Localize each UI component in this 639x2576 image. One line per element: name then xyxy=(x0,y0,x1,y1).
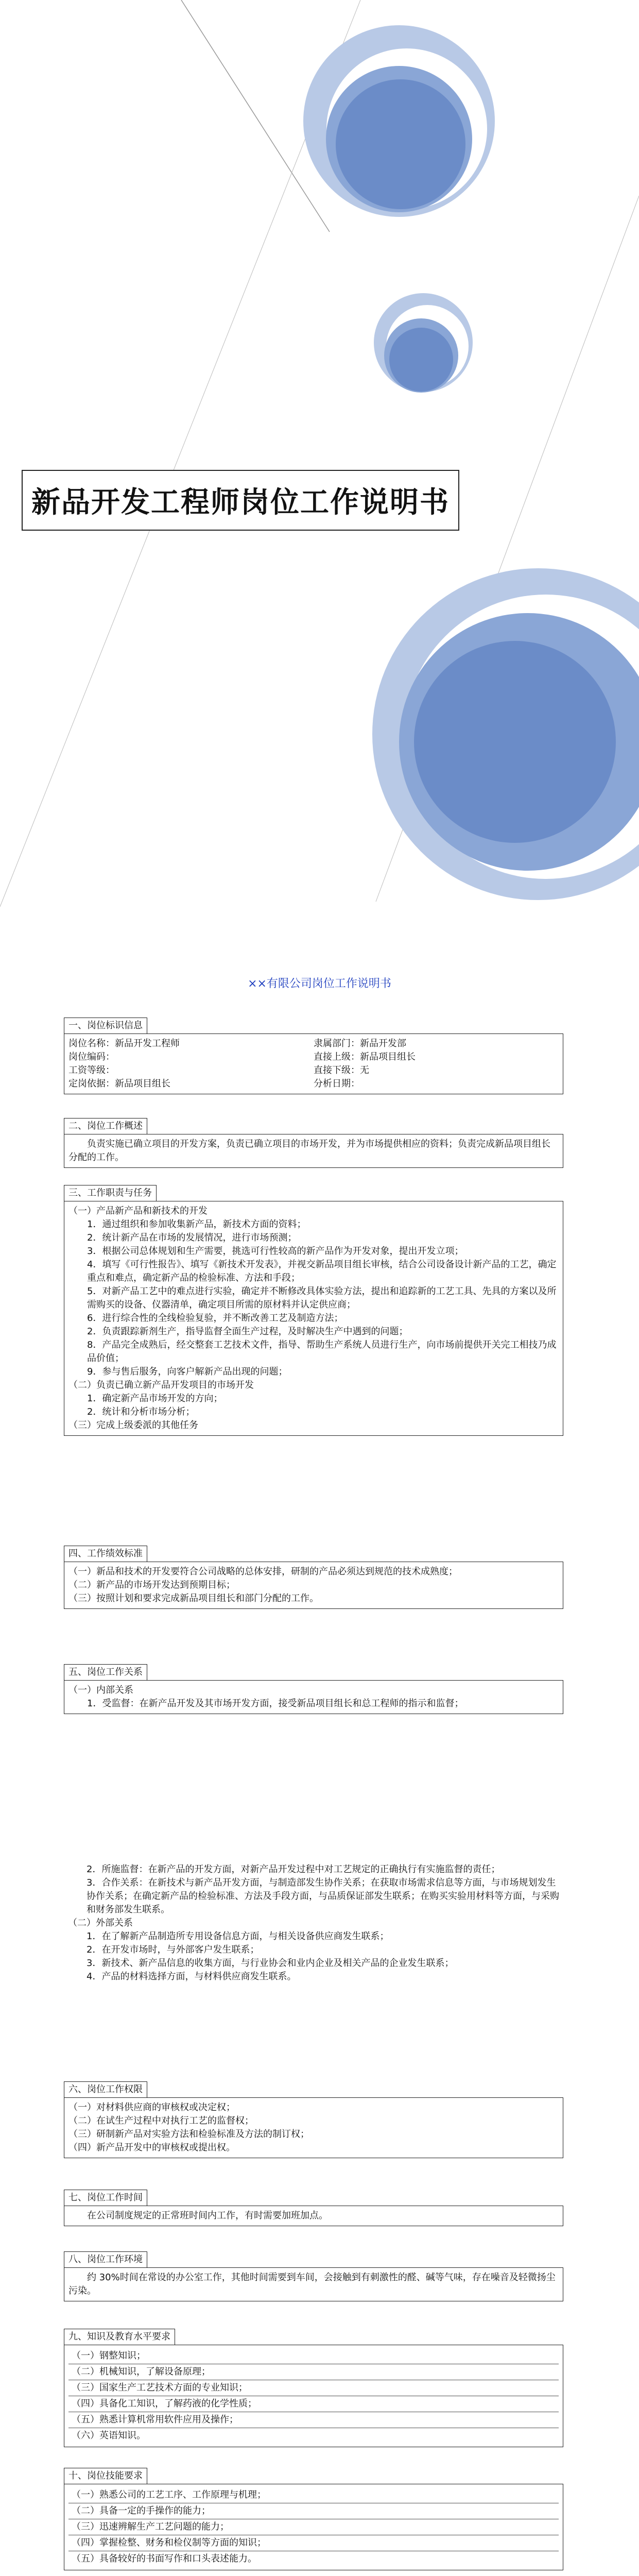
section-body xyxy=(64,1134,563,1168)
list-item: 3．合作关系：在新技术与新产品开发方面，与制造部发生协作关系；在获取市场需求信息等方面，与市场规划发生协作关系；在确定新产品的检验标准、方法及手段方面，与品质保证部发生联系；在购买实验用材料等方面，与采购和财务部发生联系。 xyxy=(87,1877,559,1915)
section-work-time xyxy=(64,2190,563,2226)
cover-title-box xyxy=(22,470,459,531)
cover-title: 新品开发工程师岗位工作说明书 xyxy=(31,485,450,519)
list-item: （二）在试生产过程中对执行工艺的监督权； xyxy=(68,2115,254,2126)
list-item: （五）具备较好的书面写作和口头表述能力。 xyxy=(72,2553,257,2564)
list-item: 2．在开发市场时，与外部客户发生联系； xyxy=(87,1944,260,1955)
list-item: （一）熟悉公司的工艺工序、工作原理与机理； xyxy=(68,2487,559,2503)
circle-group-top xyxy=(303,25,495,217)
list-item: （二）具备一定的手操作的能力； xyxy=(68,2503,559,2519)
list-item: （五）熟悉计算机常用软件应用及操作； xyxy=(68,2412,559,2428)
list-item: （二）新产品的市场开发达到预期目标； xyxy=(68,1580,235,1590)
list-item: 3．根据公司总体规划和生产需要，挑选可行性较高的新产品作为开发对象，提出开发立项； xyxy=(87,1246,464,1257)
list-item: （二）负责已确立新产品开发项目的市场开发 xyxy=(68,1380,254,1391)
list-item: 8．产品完全成熟后，经交整套工艺技术文件，指导、帮助生产系统人员进行生产，向市场前提供开关完工相技乃成品价值； xyxy=(87,1340,557,1364)
list-item: （四）具备化工知识，了解药液的化学性质； xyxy=(68,2396,559,2412)
section-title: 一、岗位标识信息 xyxy=(64,1018,147,1033)
list-item: （一）钢整知识； xyxy=(68,2348,559,2364)
section-duties xyxy=(64,1185,563,1436)
section-title: 八、岗位工作环境 xyxy=(64,2251,147,2267)
list-item: （四）新产品开发中的审核权或提出权。 xyxy=(68,2142,235,2153)
list-item: （一）对材料供应商的审核权或决定权； xyxy=(68,2102,235,2113)
list-item: （一）内部关系 xyxy=(68,1685,133,1696)
list-item: 2．统计和分析市场分析； xyxy=(87,1406,195,1417)
list-item: 9．参与售后服务，向客户解新产品出现的问题； xyxy=(87,1366,288,1377)
section-title: 十、岗位技能要求 xyxy=(64,2468,147,2484)
section-body xyxy=(64,2206,563,2226)
list-item: （一）产品新产品和新技术的开发 xyxy=(68,1206,208,1216)
list-item: （三）完成上级委派的其他任务 xyxy=(68,1420,198,1431)
list-item: 1．在了解新产品制造所专用设备信息方面，与相关设备供应商发生联系； xyxy=(87,1931,389,1942)
paragraph: 约 30%时间在常设的办公室工作，其他时间需要到车间，会接触到有刺激性的醛、碱等气味，存在噪音及轻微扬尘污染。 xyxy=(68,2272,556,2296)
section-authority xyxy=(64,2081,563,2158)
section-relations-continued xyxy=(64,1860,563,1987)
list-item: （二）外部关系 xyxy=(68,1918,133,1928)
paragraph: 在公司制度规定的正常班时间内工作，有时需要加班加点。 xyxy=(87,2210,328,2221)
list-item: （二）机械知识，了解设备原理； xyxy=(68,2364,559,2380)
section-body xyxy=(64,1033,563,1094)
info-row: 工资等级： 直接下级：无 xyxy=(68,1065,369,1076)
list-item: （三）研制新产品对实验方法和检验标准及方法的制订权； xyxy=(68,2129,309,2140)
list-item: （三）迅速辨解生产工艺问题的能力； xyxy=(68,2519,559,2535)
list-item: 3．新技术、新产品信息的收集方面，与行业协会和业内企业及相关产品的企业发生联系； xyxy=(87,1958,454,1969)
section-body xyxy=(64,2345,563,2447)
list-item: 5．对新产品工艺中的难点进行实验，确定并不断修改具体实验方法，提出和追踪新的工艺工具、先具的方案以及所需购买的设备、仪器清单，确定项目所需的原材料并认定供应商； xyxy=(87,1286,557,1310)
section-body xyxy=(64,1201,563,1436)
list-item: 1．受监督：在新产品开发及其市场开发方面，接受新品项目组长和总工程师的指示和监督； xyxy=(87,1698,464,1709)
section-title: 七、岗位工作时间 xyxy=(64,2190,147,2206)
section-body xyxy=(64,1562,563,1609)
info-row: 定岗依据：新品项目组长 分析日期： xyxy=(68,1078,360,1089)
section-title: 六、岗位工作权限 xyxy=(64,2081,147,2097)
list-item: 2．统计新产品在市场的发展情况，进行市场预测； xyxy=(87,1232,297,1243)
list-item: 4．产品的材料选择方面，与材料供应商发生联系。 xyxy=(87,1971,297,1982)
list-item: （三）国家生产工艺技术方面的专业知识； xyxy=(68,2380,559,2396)
list-item: 2．负责跟踪新剂生产，指导监督全面生产过程，及时解决生产中遇到的问题； xyxy=(87,1326,408,1337)
section-body xyxy=(64,2484,563,2570)
list-item: （六）英语知识。 xyxy=(72,2430,146,2441)
paragraph: 负责实施已确立项目的开发方案，负责已确立项目的市场开发，并为市场提供相应的资料；负责完成新品项目组长分配的工作。 xyxy=(68,1139,550,1163)
section-title: 五、岗位工作关系 xyxy=(64,1664,147,1680)
list-item: （一）新品和技术的开发要符合公司战略的总体安排，研制的产品必须达到规范的技术成熟度； xyxy=(68,1566,458,1577)
section-skills xyxy=(64,2468,563,2570)
info-row: 岗位编码： 直接上级：新品项目组长 xyxy=(68,1052,416,1062)
section-knowledge xyxy=(64,2329,563,2447)
section-environment xyxy=(64,2251,563,2301)
list-item: （三）按照计划和要求完成新品项目组长和部门分配的工作。 xyxy=(68,1593,319,1604)
section-title: 九、知识及教育水平要求 xyxy=(64,2329,175,2345)
list-item: 6．进行综合性的全线检验复验，并不断改善工艺及制造方法； xyxy=(87,1313,343,1324)
section-overview xyxy=(64,1118,563,1168)
circle-group-bottom xyxy=(372,568,639,900)
list-item: 4．填写《可行性报告》、填写《新技术开发表》，并视交新品项目组长审核，结合公司设备设计新产品的工艺，确定重点和难点，确定新产品的检验标准、方法和手段； xyxy=(87,1259,557,1283)
section-body xyxy=(64,2267,563,2301)
company-heading: ××有限公司岗位工作说明书 xyxy=(248,977,391,990)
section-title: 二、岗位工作概述 xyxy=(64,1118,147,1134)
section-body xyxy=(64,1860,563,1987)
info-row: 岗位名称：新品开发工程师 隶属部门：新品开发部 xyxy=(68,1038,406,1049)
list-item: 1．通过组织和参加收集新产品，新技术方面的资料； xyxy=(87,1219,306,1230)
section-title: 四、工作绩效标准 xyxy=(64,1546,147,1562)
section-relations xyxy=(64,1664,563,1714)
section-body xyxy=(64,2097,563,2158)
list-item: 2．所施监督：在新产品的开发方面，对新产品开发过程中对工艺规定的正确执行有实施监督的责任； xyxy=(87,1864,500,1875)
section-identification xyxy=(64,1018,563,1094)
circle-group-middle xyxy=(374,293,473,393)
list-item: （四）掌握检整、财务和检仪制等方面的知识； xyxy=(68,2535,559,2551)
cover-decoration xyxy=(0,0,639,907)
list-item: 1．确定新产品市场开发的方向； xyxy=(87,1393,223,1404)
section-title: 三、工作职责与任务 xyxy=(64,1185,157,1201)
section-body xyxy=(64,1680,563,1714)
section-performance xyxy=(64,1546,563,1609)
